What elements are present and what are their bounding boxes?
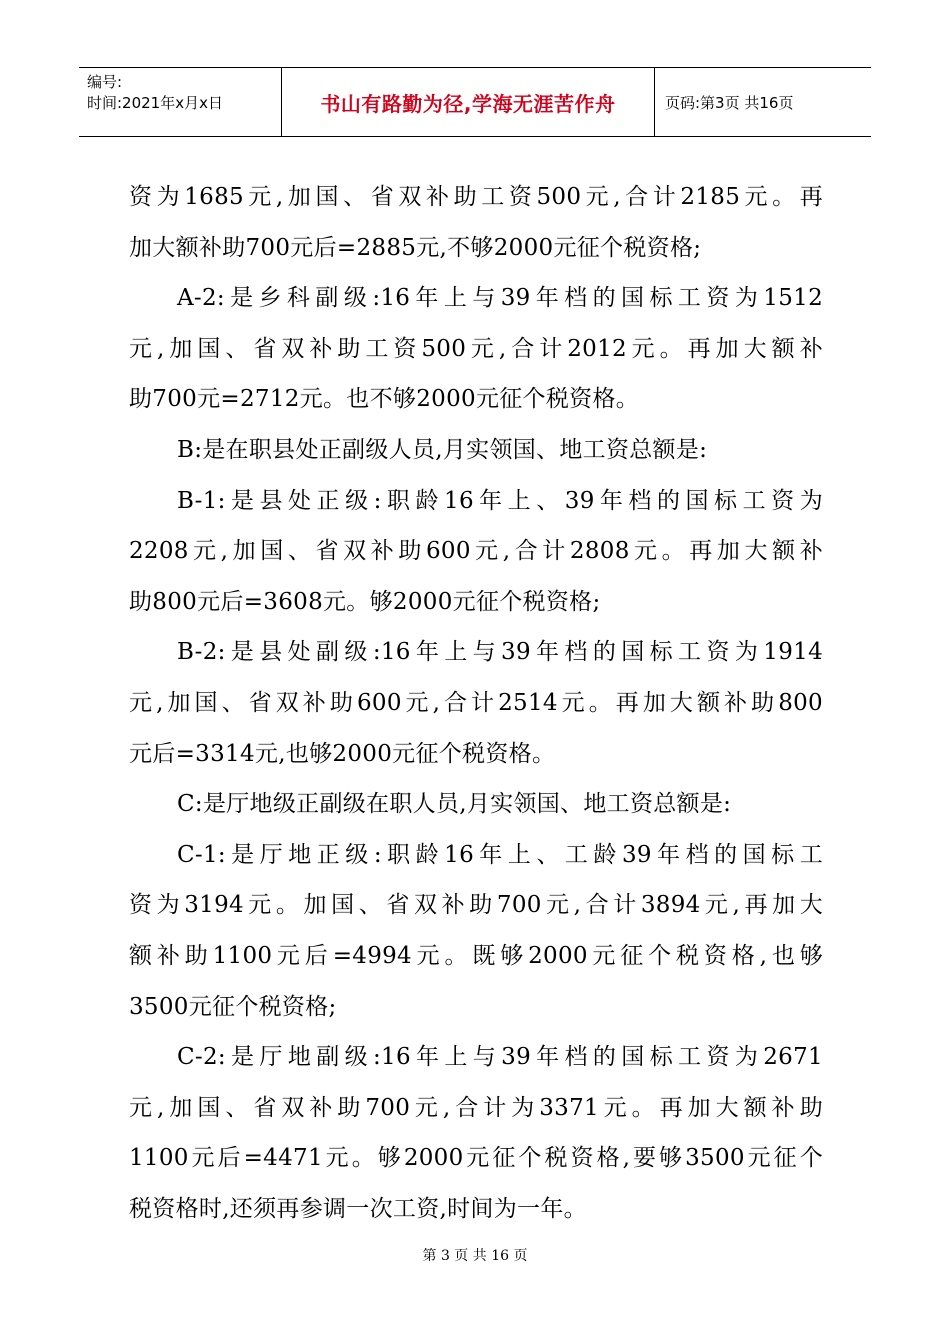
body-line: 税资格时,还须再参调一次工资,时间为一年。 bbox=[129, 1195, 587, 1222]
body-line: C:是厅地级正副级在职人员,月实领国、地工资总额是: bbox=[177, 791, 732, 818]
body-line: 元,加国、省双补助600元,合计2514元。再加大额补助800 bbox=[129, 689, 823, 716]
body-line: B-1:是县处正级:职龄16年上、39年档的国标工资为 bbox=[177, 487, 823, 514]
document-time-label: 时间:2021年x月x日 bbox=[87, 94, 223, 112]
body-line: 助700元=2712元。也不够2000元征个税资格。 bbox=[129, 386, 640, 413]
document-header bbox=[79, 67, 871, 137]
body-line: 助800元后=3608元。够2000元征个税资格; bbox=[129, 588, 601, 615]
body-line: A-2:是乡科副级:16年上与39年档的国标工资为1512 bbox=[177, 285, 823, 312]
body-line: 元,加国、省双补助工资500元,合计2012元。再加大额补 bbox=[129, 335, 823, 362]
body-line: 3500元征个税资格; bbox=[129, 993, 337, 1020]
page-footer: 第 3 页 共 16 页 bbox=[422, 1248, 528, 1264]
body-line: C-1:是厅地正级:职龄16年上、工龄39年档的国标工 bbox=[177, 841, 823, 868]
body-line: B-2:是县处副级:16年上与39年档的国标工资为1914 bbox=[177, 639, 823, 666]
body-line: C-2:是厅地副级:16年上与39年档的国标工资为2671 bbox=[177, 1044, 823, 1071]
header-page-info: 页码:第3页 共16页 bbox=[665, 93, 794, 112]
body-line: 资为3194元。加国、省双补助700元,合计3894元,再加大 bbox=[129, 892, 823, 919]
body-line: 2208元,加国、省双补助600元,合计2808元。再加大额补 bbox=[129, 538, 823, 565]
document-body bbox=[129, 172, 823, 1234]
document-number-label: 编号: bbox=[87, 73, 123, 91]
body-line: 资为1685元,加国、省双补助工资500元,合计2185元。再 bbox=[129, 184, 823, 210]
header-motto: 书山有路勤为径,学海无涯苦作舟 bbox=[320, 91, 616, 116]
body-line: 加大额补助700元后=2885元,不够2000元征个税资格; bbox=[129, 234, 702, 261]
body-line: 1100元后=4471元。够2000元征个税资格,要够3500元征个 bbox=[129, 1145, 823, 1172]
body-line: 元后=3314元,也够2000元征个税资格。 bbox=[129, 740, 556, 767]
header-motto-cell bbox=[282, 68, 655, 136]
header-meta-cell bbox=[79, 68, 282, 136]
header-page-cell bbox=[655, 68, 871, 136]
body-line: 元,加国、省双补助700元,合计为3371元。再加大额补助 bbox=[129, 1094, 823, 1121]
body-line: B:是在职县处正副级人员,月实领国、地工资总额是: bbox=[177, 436, 708, 463]
body-line: 额补助1100元后=4994元。既够2000元征个税资格,也够 bbox=[129, 942, 823, 969]
